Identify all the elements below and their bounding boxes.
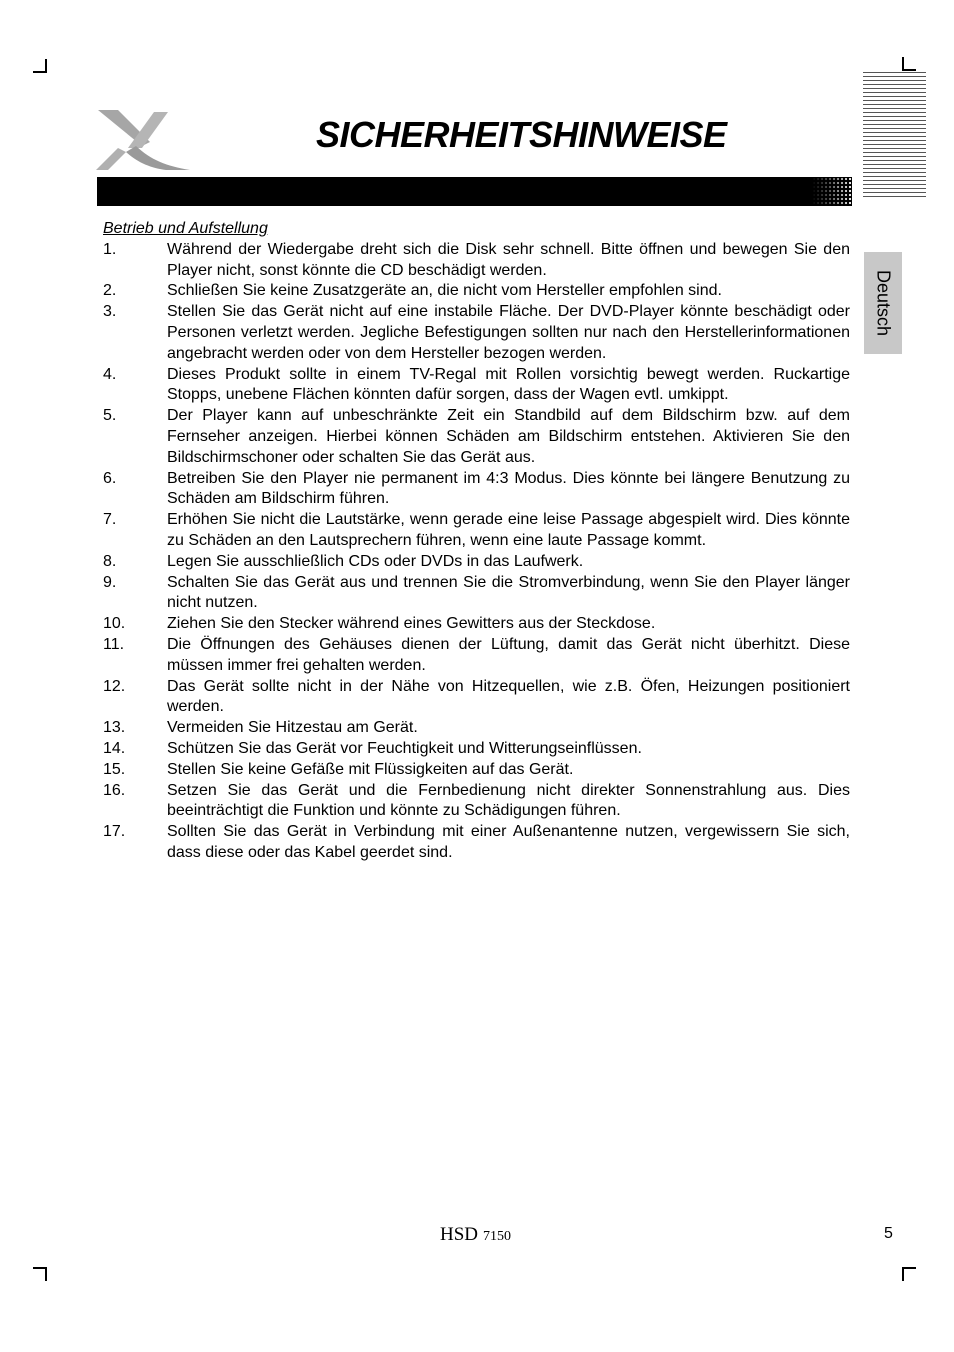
crop-mark-top-left — [33, 59, 47, 73]
list-item-number: 6. — [103, 469, 117, 487]
brand-x-logo — [96, 108, 192, 172]
list-item-number: 13. — [103, 719, 126, 737]
crop-mark-bottom-left — [33, 1267, 47, 1281]
list-item-text: Der Player kann auf unbeschränkte Zeit ein Standbild auf dem Bildschirm bzw. auf dem Fernseher anzeigen. Hierbei können Schäden am Bildschirm entstehen. Aktivieren Sie den Bildschirmschoner oder schalten Sie das Gerät aus. — [167, 407, 850, 466]
list-item — [103, 822, 850, 864]
list-item-number: 15. — [103, 760, 126, 778]
list-item-text: Erhöhen Sie nicht die Lautstärke, wenn gerade eine leise Passage abgespielt wird. Dies könnte zu Schäden an den Lautsprechern führen, wenn eine laute Passage kommt. — [167, 511, 850, 549]
halftone-fade — [812, 177, 852, 206]
list-item-text: Schalten Sie das Gerät aus und trennen Sie die Stromverbindung, wenn Sie den Player länger nicht nutzen. — [167, 573, 850, 612]
list-item — [103, 469, 850, 511]
page-title: SICHERHEITSHINWEISE — [316, 114, 727, 155]
list-item-text: Setzen Sie das Gerät und die Fernbedienung nicht direkter Sonnenstrahlung aus. Dies beeinträchtigt die Funktion und könnte zu Schädigungen führen. — [167, 781, 850, 820]
list-item-number: 8. — [103, 552, 117, 570]
list-item-text: Während der Wiedergabe dreht sich die Disk sehr schnell. Bitte öffnen und bewegen Sie den Player nicht, sonst könnte die CD beschädigt werden. — [167, 240, 850, 279]
list-item-number: 9. — [103, 573, 117, 591]
list-item-number: 2. — [103, 282, 117, 300]
safety-content — [103, 219, 850, 864]
list-item-text: Stellen Sie das Gerät nicht auf eine instabile Fläche. Der DVD-Player könnte beschädigt oder Personen verletzt werden. Jegliche Befestigungen sollten nur nach den Herstellerinformationen angebracht werden oder von dem Hersteller bezogen werden. — [167, 303, 850, 362]
list-item — [103, 302, 850, 364]
list-item — [103, 677, 850, 719]
list-item — [103, 510, 850, 552]
list-item-number: 10. — [103, 615, 126, 633]
model-name: HSD — [440, 1224, 479, 1245]
list-item-text: Schützen Sie das Gerät vor Feuchtigkeit und Witterungseinflüssen. — [167, 739, 642, 757]
list-item-number: 4. — [103, 365, 117, 383]
list-item-text: Betreiben Sie den Player nie permanent im 4:3 Modus. Dies könnte bei längere Benutzung zu Schäden am Bildschirm führen. — [167, 469, 850, 508]
model-label — [440, 1224, 511, 1246]
list-item-number: 1. — [103, 240, 117, 258]
title-bar — [97, 177, 852, 206]
list-item-text: Schließen Sie keine Zusatzgeräte an, die nicht vom Hersteller empfohlen sind. — [167, 282, 722, 300]
list-item — [103, 365, 850, 407]
list-item — [103, 614, 850, 635]
decorative-stripes — [863, 72, 926, 200]
list-item-number: 11. — [103, 635, 125, 653]
list-item — [103, 635, 850, 677]
language-tab-label: Deutsch — [873, 269, 894, 337]
list-item-text: Die Öffnungen des Gehäuses dienen der Lüftung, damit das Gerät nicht überhitzt. Diese müssen immer frei gehalten werden. — [167, 635, 850, 674]
list-item-number: 12. — [103, 677, 126, 695]
list-item-text: Dieses Produkt sollte in einem TV-Regal mit Rollen vorsichtig bewegt werden. Ruckartige Stopps, unebene Flächen könnten dafür sorgen, dass der Wagen evtl. umkippt. — [167, 365, 850, 404]
list-item-text: Ziehen Sie den Stecker während eines Gewitters aus der Steckdose. — [167, 615, 656, 633]
list-item — [103, 573, 850, 615]
list-item — [103, 281, 850, 302]
list-item-number: 7. — [103, 511, 117, 529]
section-heading: Betrieb und Aufstellung — [103, 220, 268, 237]
crop-mark-bottom-right — [902, 1267, 916, 1281]
page-number: 5 — [884, 1225, 893, 1242]
list-item-number: 5. — [103, 407, 117, 425]
list-item — [103, 406, 850, 468]
language-tab — [864, 252, 902, 354]
list-item-text: Das Gerät sollte nicht in der Nähe von Hitzequellen, wie z.B. Öfen, Heizungen positioniert werden. — [167, 677, 850, 716]
list-item — [103, 760, 850, 781]
list-item — [103, 781, 850, 823]
list-item-number: 17. — [103, 823, 126, 841]
model-number: 7150 — [483, 1229, 512, 1244]
list-item — [103, 240, 850, 282]
list-item-number: 14. — [103, 739, 126, 757]
list-item-number: 16. — [103, 781, 126, 799]
list-item — [103, 718, 850, 739]
crop-mark-top-right — [902, 57, 916, 71]
list-item-text: Sollten Sie das Gerät in Verbindung mit einer Außenantenne nutzen, vergewissern Sie sich, dass diese oder das Kabel geerdet sind. — [167, 823, 850, 861]
list-item — [103, 739, 850, 760]
list-item-number: 3. — [103, 303, 117, 321]
safety-list — [103, 240, 850, 864]
list-item-text: Legen Sie ausschließlich CDs oder DVDs in das Laufwerk. — [167, 552, 584, 570]
list-item-text: Stellen Sie keine Gefäße mit Flüssigkeiten auf das Gerät. — [167, 760, 574, 778]
list-item — [103, 552, 850, 573]
list-item-text: Vermeiden Sie Hitzestau am Gerät. — [167, 719, 418, 737]
